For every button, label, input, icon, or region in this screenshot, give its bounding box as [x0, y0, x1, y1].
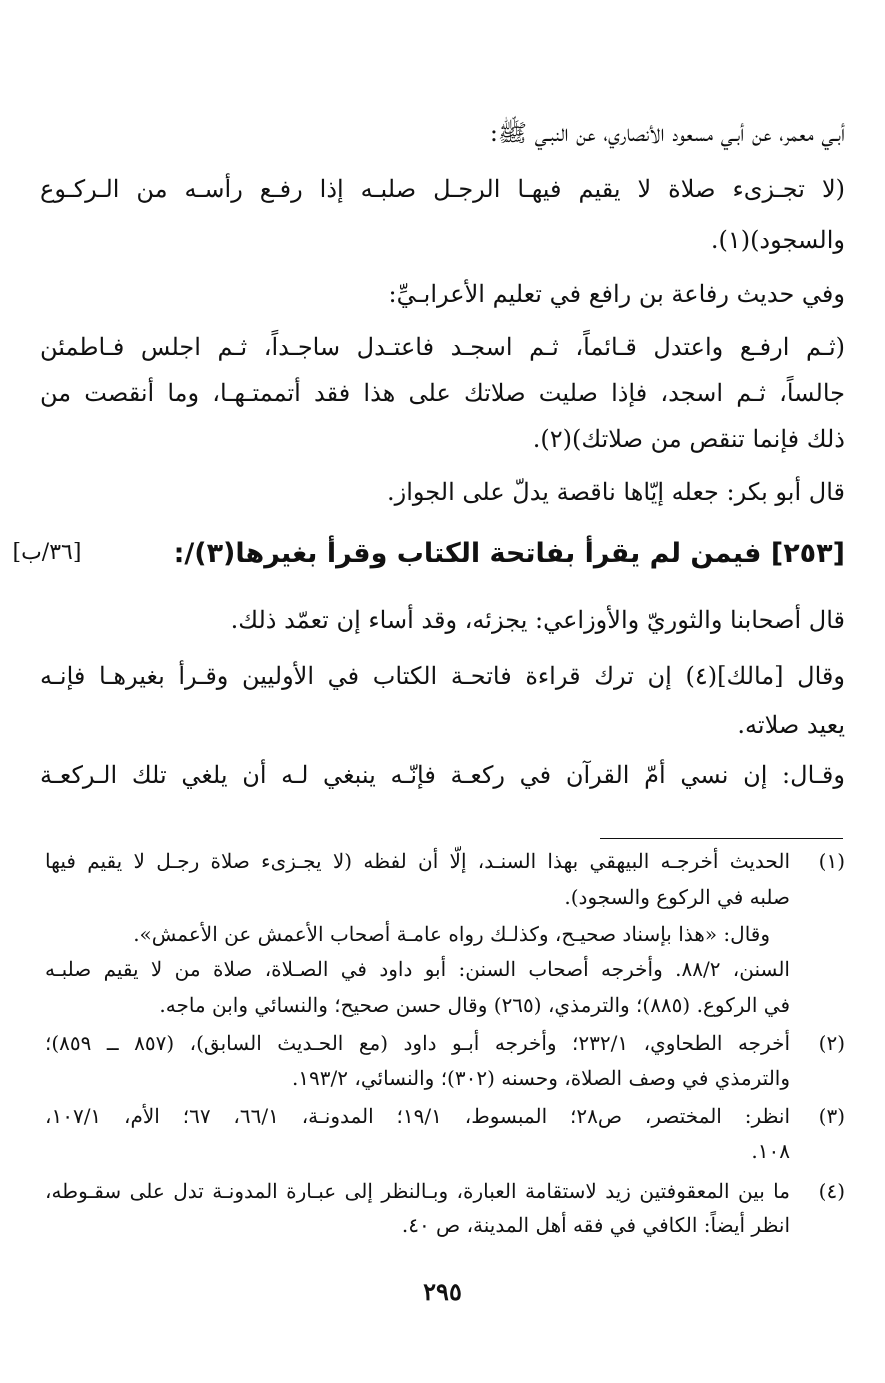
- body-line-4: وفي حديث رفاعة بن رافع في تعليم الأعرابـيِّ:: [388, 280, 845, 308]
- footnote-3-line-1: انظر: المختصر، ص٢٨؛ المبسوط، ١٩/١؛ المدونـة، ٦٦/١، ٦٧؛ الأم، ١٠٧/١،: [45, 1104, 791, 1128]
- body-line-3: والسجود)(١).: [710, 226, 845, 254]
- footnote-separator: [600, 838, 843, 839]
- footnote-2-line-2: والترمذي في وصف الصلاة، وحسنه (٣٠٢)؛ والنسائي، ١٩٣/٢.: [291, 1066, 790, 1090]
- footnote-4-line-2: انظر أيضاً: الكافي في فقه أهل المدينة، ص ٤٠.: [401, 1213, 790, 1237]
- footnote-number-3: (٣): [818, 1104, 845, 1128]
- footnote-number-2: (٢): [818, 1031, 845, 1055]
- body-line-1: أبـي معمر، عن أبـي مسعود الأنصاري، عن النبـي ﷺ:: [489, 119, 845, 147]
- body-line-11: يعيد صلاته.: [737, 711, 845, 739]
- body-line-7: ذلك فإنما تنقص من صلاتك)(٢).: [532, 425, 845, 453]
- body-line-12: وقـال: إن نسي أمّ القرآن في ركعـة فإنّـه ينبغي لـه أن يلغي تلك الـركعـة: [40, 761, 845, 789]
- footnote-1-line-2: صلبه في الركوع والسجود).: [564, 885, 790, 909]
- footnote-number-1: (١): [818, 849, 845, 873]
- footnote-1-line-5: في الركوع. (٨٨٥)؛ والترمذي، (٢٦٥) وقال حسن صحيح؛ والنسائي وابن ماجه.: [159, 993, 790, 1017]
- footnote-1-line-1: الحديث أخرجـه البيهقي بهذا السنـد، إلّا أن لفظه (لا يجـزىء صلاة رجـل لا يقيم فيها: [45, 849, 790, 873]
- section-heading: [٢٥٣] فيمن لم يقرأ بفاتحة الكتاب وقرأ بغيرها(٣)/:: [173, 538, 845, 569]
- body-line-5: (ثـم ارفـع واعتدل قـائماً، ثـم اسجـد فاعتـدل ساجـداً، ثـم اجلس فـاطمئن: [40, 333, 845, 361]
- footnote-4-line-1: ما بين المعقوفتين زيد لاستقامة العبارة، وبـالنظر إلى عبـارة المدونـة تدل على سقـوطه،: [45, 1179, 790, 1203]
- footnote-number-4: (٤): [818, 1179, 845, 1203]
- footnote-1-line-4: السنن، ٨٨/٢. وأخرجه أصحاب السنن: أبو داود في الصـلاة، صلاة من لا يقيم صلبـه: [45, 957, 790, 981]
- body-line-9: قال أصحابنا والثوريّ والأوزاعي: يجزئه، وقد أساء إن تعمّد ذلك.: [230, 606, 845, 634]
- footnote-2-line-1: أخرجه الطحاوي، ٢٣٢/١؛ وأخرجه أبـو داود (مع الحـديث السابق)، (٨٥٧ ــ ٨٥٩)؛: [45, 1031, 791, 1055]
- body-line-10: وقال [مالك](٤) إن ترك قراءة فاتحـة الكتاب في الأوليين وقـرأ بغيرهـا فإنـه: [40, 662, 845, 690]
- body-line-2: (لا تجـزىء صلاة لا يقيم فيهـا الرجـل صلبـه إذا رفـع رأسـه من الـركـوع: [40, 175, 845, 203]
- body-line-8: قال أبو بكر: جعله إيّاها ناقصة يدلّ على الجواز.: [386, 478, 845, 506]
- page-number: ٢٩٥: [423, 1277, 462, 1306]
- body-line-6: جالساً، ثـم اسجد، فإذا صليت صلاتك على هذا فقد أتممتـهـا، وما أنقصت من: [40, 379, 845, 407]
- footnote-1-line-3: وقال: «هذا بإسناد صحيـح، وكذلـك رواه عامـة أصحاب الأعمش عن الأعمش».: [133, 922, 770, 946]
- margin-folio-reference: [٣٦/ب]: [12, 540, 82, 565]
- footnote-3-line-2: ١٠٨.: [751, 1139, 790, 1163]
